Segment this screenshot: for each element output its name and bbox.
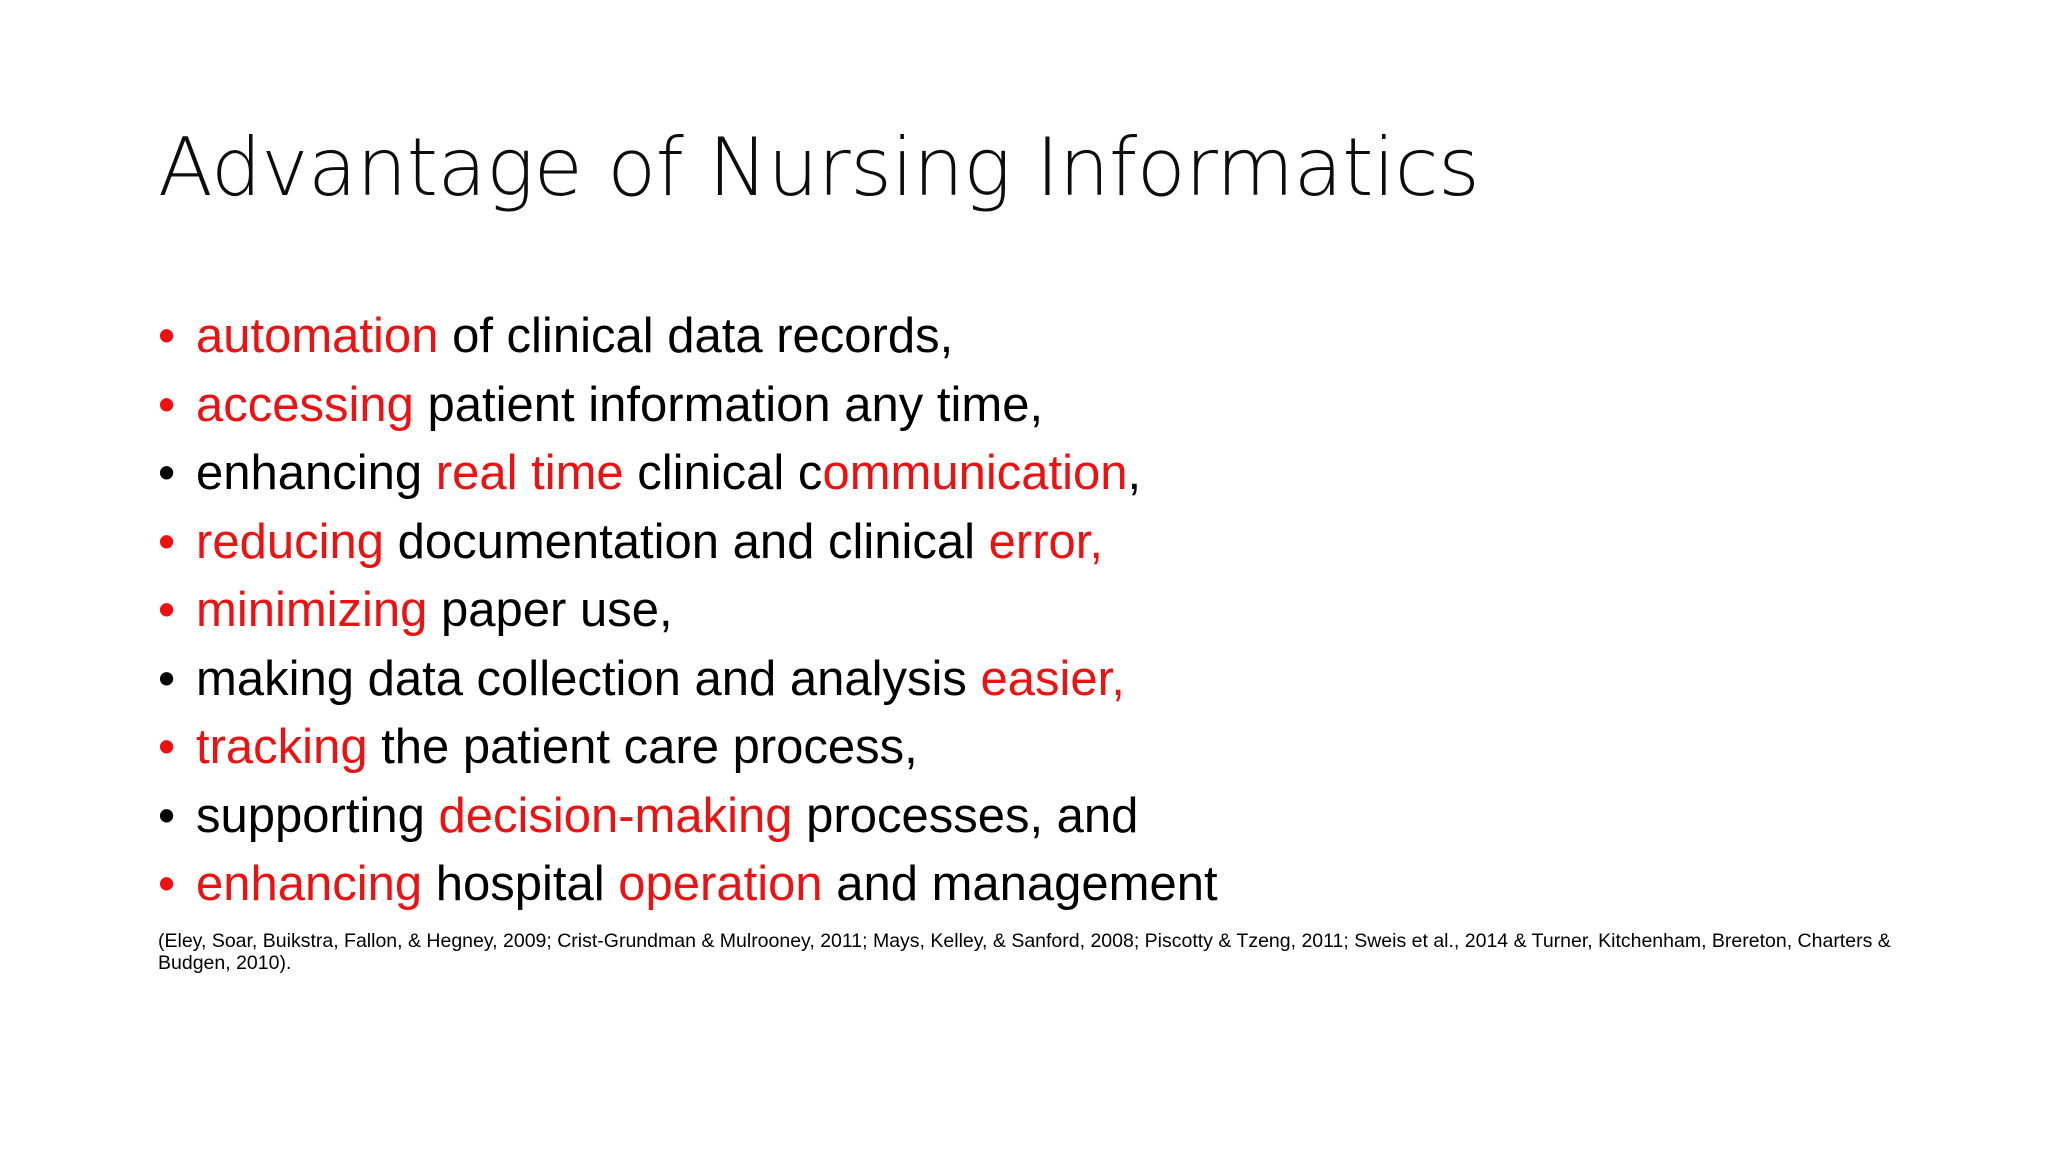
bullet-text: paper use, — [427, 583, 673, 637]
bullet-text: , — [1127, 446, 1142, 500]
highlighted-text: accessing — [196, 377, 414, 432]
bullet-item — [158, 439, 1218, 508]
highlighted-text: tracking — [196, 720, 368, 774]
bullet-text: processes, and — [792, 788, 1139, 843]
bullet-item — [158, 508, 1218, 577]
bullet-item — [158, 302, 1218, 371]
bullet-item — [158, 371, 1218, 440]
bullet-text: patient information any time, — [413, 377, 1044, 432]
highlighted-text: automation — [196, 309, 439, 363]
bullet-marker: • — [158, 309, 176, 363]
slide-title: Advantage of Nursing Informatics — [158, 121, 1480, 214]
highlighted-text: error, — [988, 514, 1104, 569]
bullet-item — [158, 576, 1218, 645]
bullet-marker: • — [158, 446, 176, 500]
bullet-marker: • — [158, 720, 176, 774]
bullet-text: supporting — [196, 788, 439, 843]
bullet-item — [158, 713, 1218, 782]
bullet-text: enhancing — [196, 446, 436, 500]
highlighted-text: operation — [618, 857, 823, 911]
bullet-text: hospital — [422, 857, 619, 911]
bullet-item — [158, 850, 1218, 919]
bullet-marker: • — [158, 788, 176, 843]
highlighted-text: real time — [435, 446, 624, 500]
bullet-text: making data collection and analysis — [196, 651, 981, 706]
bullet-marker: • — [158, 377, 176, 432]
bullet-marker: • — [158, 857, 176, 911]
citation: (Eley, Soar, Buikstra, Fallon, & Hegney, 2009; Crist-Grundman & Mulrooney, 2011; Mays, Kelley, & Sanford, 2008; Piscotty & Tzeng, 2011; Sweis et al., 2014 & Turner, Kitchenham, Brereton, Charters & Budgen, 2010). — [158, 930, 1891, 974]
bullet-item — [158, 782, 1218, 851]
bullet-text: of clinical data records, — [438, 309, 954, 363]
bullet-item — [158, 645, 1218, 714]
highlighted-text: easier, — [980, 651, 1125, 706]
highlighted-text: enhancing — [196, 857, 423, 911]
bullet-marker: • — [158, 651, 176, 706]
highlighted-text: decision-making — [438, 788, 793, 843]
bullet-text: the patient care process, — [367, 720, 918, 774]
highlighted-text: reducing — [196, 514, 384, 569]
highlighted-text: minimizing — [196, 583, 428, 637]
bullet-text: and management — [822, 857, 1218, 911]
highlighted-text: ommunication — [822, 446, 1128, 500]
bullet-marker: • — [158, 583, 176, 637]
bullet-marker: • — [158, 514, 176, 569]
bullet-text: clinical c — [623, 446, 823, 500]
bullet-text: documentation and clinical — [383, 514, 989, 569]
bullet-list — [158, 302, 1218, 919]
